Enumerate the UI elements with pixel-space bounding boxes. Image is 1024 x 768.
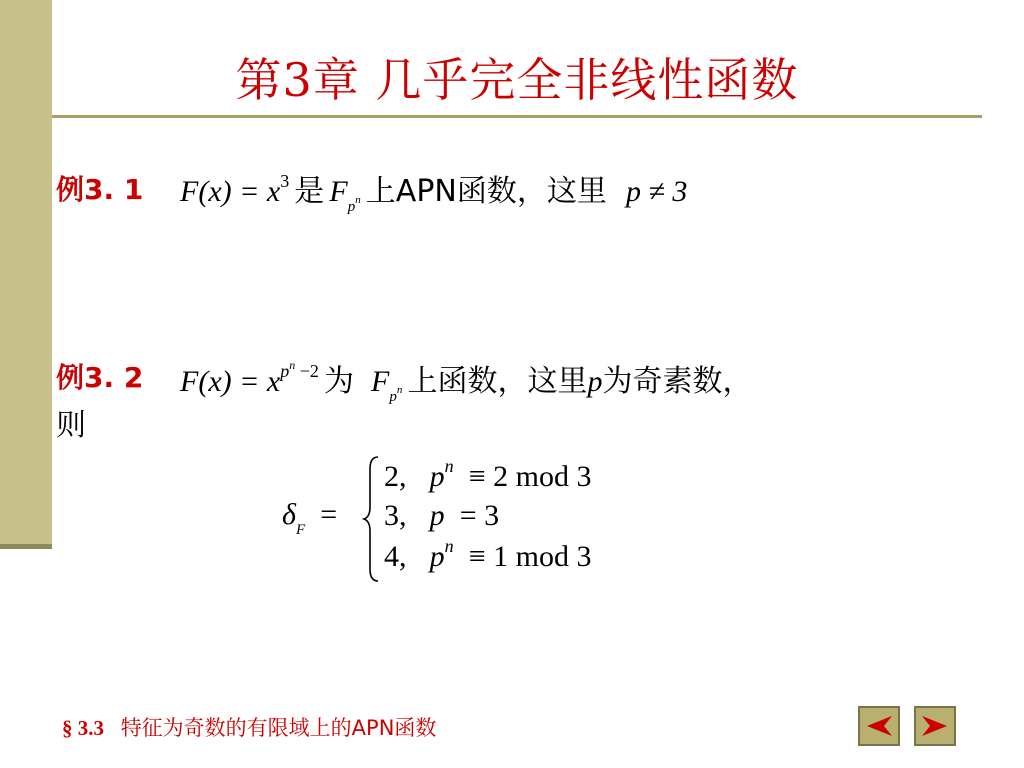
case-row-1: 2, pn ≡ 2 mod 3 — [384, 456, 592, 493]
example-1-is: 是 — [294, 174, 325, 209]
case-row-2: 3, p = 3 — [384, 499, 500, 532]
example-2-field-sub: $p^n$ — [389, 384, 403, 405]
left-brace-icon — [362, 455, 382, 583]
delta-sub: F — [295, 522, 306, 538]
example-2-on-text: 上函数，这里 — [407, 364, 588, 399]
example-2-then: 则 — [56, 408, 86, 443]
example-1-on-text: 上APN函数，这里 — [365, 174, 607, 209]
left-arrow-icon — [864, 713, 894, 739]
example-2-label: 例3. 2 — [56, 361, 144, 394]
example-2-p-var: p — [587, 365, 603, 398]
piecewise-eq: = — [320, 498, 338, 531]
example-2-formula — [180, 356, 753, 405]
example-1-field: F — [329, 175, 348, 208]
example-1-cond: p ≠ 3 — [625, 175, 688, 208]
example-1-label: 例3. 1 — [56, 173, 144, 206]
example-2-is: 为 — [323, 364, 354, 399]
delta-symbol: δ — [282, 498, 296, 531]
example-1-row — [56, 168, 143, 208]
example-2-func: F(x) = x — [180, 365, 281, 398]
footer-section-number: § 3.3 — [62, 716, 104, 740]
prev-slide-button[interactable] — [858, 706, 900, 746]
example-1-field-sub: $p^n$ — [347, 194, 361, 215]
case-row-3: 4, pn ≡ 1 mod 3 — [384, 536, 592, 573]
example-2-exp: $p^n -2$ — [280, 358, 319, 381]
piecewise-lhs — [282, 498, 338, 538]
next-slide-button[interactable] — [914, 706, 956, 746]
example-1-exp: 3 — [280, 171, 290, 191]
title-divider — [52, 115, 982, 118]
right-arrow-icon — [920, 713, 950, 739]
footer-section — [62, 712, 436, 742]
example-2-row — [56, 356, 143, 396]
sidebar-shadow — [0, 544, 52, 549]
footer-section-title: 特征为奇数的有限域上的APN函数 — [120, 716, 437, 740]
page-title: 第3章 几乎完全非线性函数 — [235, 53, 799, 107]
sidebar-bar — [0, 0, 52, 548]
example-1-func: F(x) = x — [180, 175, 281, 208]
example-2-tail: 为奇素数， — [602, 364, 753, 399]
example-2-field: F — [371, 365, 390, 398]
example-1-formula — [180, 166, 688, 215]
